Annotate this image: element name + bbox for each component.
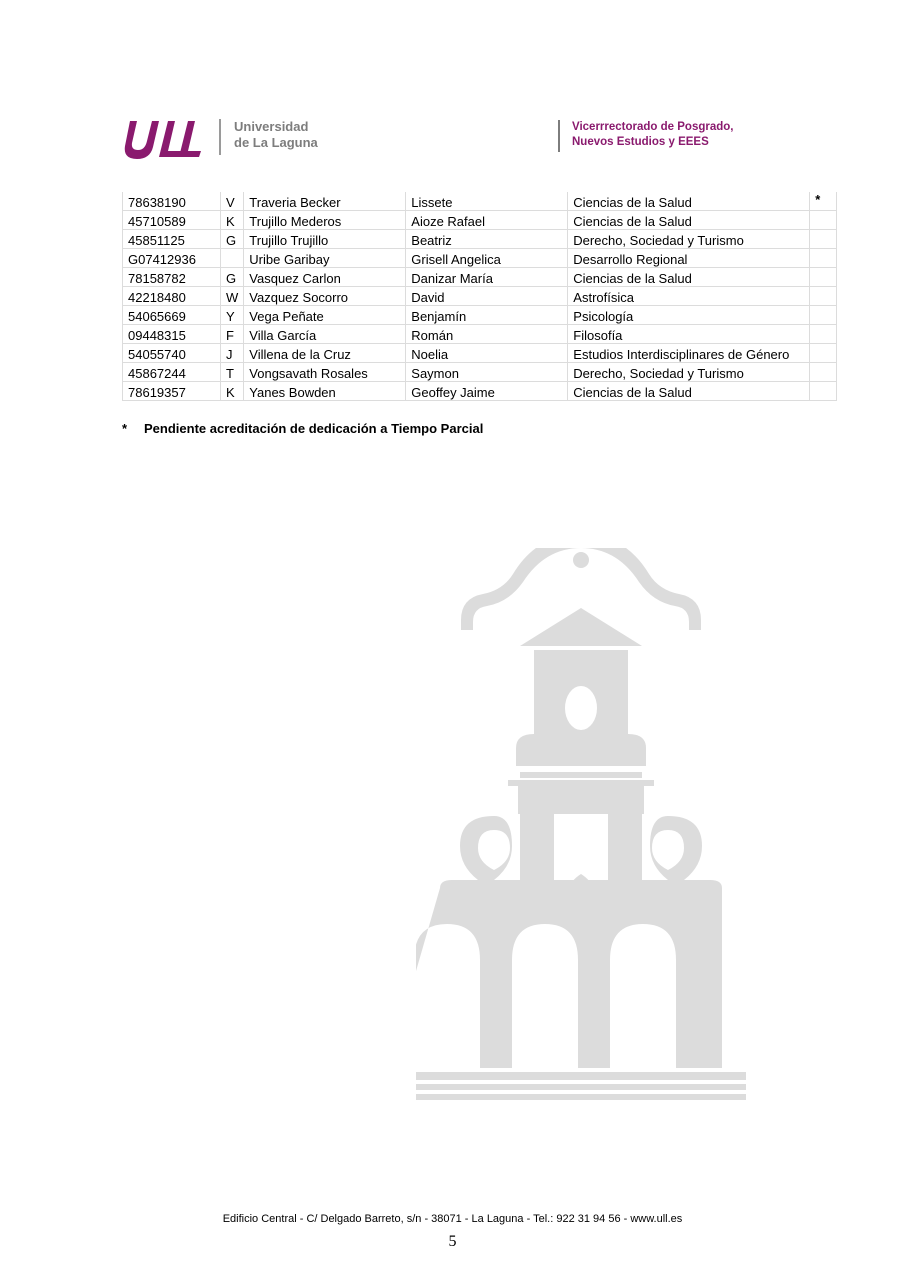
footer-address: Edificio Central - C/ Delgado Barreto, s/n - 38071 - La Laguna - Tel.: 922 31 94 56 - www.ull.es xyxy=(222,1213,683,1225)
surname-cell: Trujillo Mederos xyxy=(244,211,406,230)
name-cell: Beatriz xyxy=(406,230,568,249)
flag-cell xyxy=(810,268,837,287)
table-row xyxy=(123,211,837,230)
ull-logo xyxy=(124,115,206,159)
program-cell: Ciencias de la Salud xyxy=(568,192,810,211)
surname-cell: Trujillo Trujillo xyxy=(244,230,406,249)
flag-cell xyxy=(810,287,837,306)
department-name: Vicerrrectorado de Posgrado, Nuevos Estudios y EEES xyxy=(558,120,733,152)
letter-cell: Y xyxy=(221,306,244,325)
name-cell: Román xyxy=(406,325,568,344)
program-cell: Derecho, Sociedad y Turismo xyxy=(568,363,810,382)
name-cell: David xyxy=(406,287,568,306)
logo-separator xyxy=(219,119,221,155)
flag-cell xyxy=(810,363,837,382)
surname-cell: Vega Peñate xyxy=(244,306,406,325)
dni-cell: 42218480 xyxy=(123,287,221,306)
dni-cell: 78638190 xyxy=(123,192,221,211)
surname-cell: Vasquez Carlon xyxy=(244,268,406,287)
name-cell: Noelia xyxy=(406,344,568,363)
dni-cell: 09448315 xyxy=(123,325,221,344)
page-number: 5 xyxy=(448,1233,457,1250)
surname-cell: Villa García xyxy=(244,325,406,344)
dni-cell: 45710589 xyxy=(123,211,221,230)
letter-cell: F xyxy=(221,325,244,344)
program-cell: Derecho, Sociedad y Turismo xyxy=(568,230,810,249)
table-row xyxy=(123,344,837,363)
letter-cell xyxy=(221,249,244,268)
dni-cell: 54055740 xyxy=(123,344,221,363)
letter-cell: K xyxy=(221,382,244,401)
table-row xyxy=(123,268,837,287)
table-row xyxy=(123,249,837,268)
surname-cell: Yanes Bowden xyxy=(244,382,406,401)
name-cell: Lissete xyxy=(406,192,568,211)
table-row xyxy=(123,325,837,344)
letter-cell: V xyxy=(221,192,244,211)
table-row xyxy=(123,230,837,249)
dni-cell: 78158782 xyxy=(123,268,221,287)
table-row xyxy=(123,287,837,306)
name-cell: Saymon xyxy=(406,363,568,382)
page-header xyxy=(124,113,844,163)
university-building-watermark xyxy=(416,548,746,1100)
university-name: Universidad de La Laguna xyxy=(234,119,318,150)
dni-cell: 45867244 xyxy=(123,363,221,382)
letter-cell: T xyxy=(221,363,244,382)
surname-cell: Uribe Garibay xyxy=(244,249,406,268)
surname-cell: Vongsavath Rosales xyxy=(244,363,406,382)
letter-cell: W xyxy=(221,287,244,306)
flag-cell: * xyxy=(810,192,837,211)
surname-cell: Vazquez Socorro xyxy=(244,287,406,306)
program-cell: Ciencias de la Salud xyxy=(568,382,810,401)
table-row xyxy=(123,192,837,211)
flag-cell xyxy=(810,230,837,249)
footnote xyxy=(122,421,483,436)
program-cell: Estudios Interdisciplinares de Género xyxy=(568,344,810,363)
footnote-symbol: * xyxy=(122,421,128,436)
dni-cell: 45851125 xyxy=(123,230,221,249)
program-cell: Ciencias de la Salud xyxy=(568,211,810,230)
name-cell: Aioze Rafael xyxy=(406,211,568,230)
dni-cell: G07412936 xyxy=(123,249,221,268)
program-cell: Psicología xyxy=(568,306,810,325)
footnote-text: Pendiente acreditación de dedicación a Tiempo Parcial xyxy=(144,421,484,436)
program-cell: Filosofía xyxy=(568,325,810,344)
name-cell: Grisell Angelica xyxy=(406,249,568,268)
student-table xyxy=(122,192,837,401)
surname-cell: Villena de la Cruz xyxy=(244,344,406,363)
dni-cell: 78619357 xyxy=(123,382,221,401)
letter-cell: G xyxy=(221,268,244,287)
program-cell: Astrofísica xyxy=(568,287,810,306)
name-cell: Danizar María xyxy=(406,268,568,287)
program-cell: Desarrollo Regional xyxy=(568,249,810,268)
flag-cell xyxy=(810,306,837,325)
flag-cell xyxy=(810,211,837,230)
letter-cell: J xyxy=(221,344,244,363)
table-row xyxy=(123,363,837,382)
table-row xyxy=(123,382,837,401)
flag-cell xyxy=(810,382,837,401)
letter-cell: K xyxy=(221,211,244,230)
dni-cell: 54065669 xyxy=(123,306,221,325)
flag-cell xyxy=(810,344,837,363)
table-row xyxy=(123,306,837,325)
surname-cell: Traveria Becker xyxy=(244,192,406,211)
flag-cell xyxy=(810,325,837,344)
name-cell: Benjamín xyxy=(406,306,568,325)
program-cell: Ciencias de la Salud xyxy=(568,268,810,287)
name-cell: Geoffey Jaime xyxy=(406,382,568,401)
flag-cell xyxy=(810,249,837,268)
letter-cell: G xyxy=(221,230,244,249)
